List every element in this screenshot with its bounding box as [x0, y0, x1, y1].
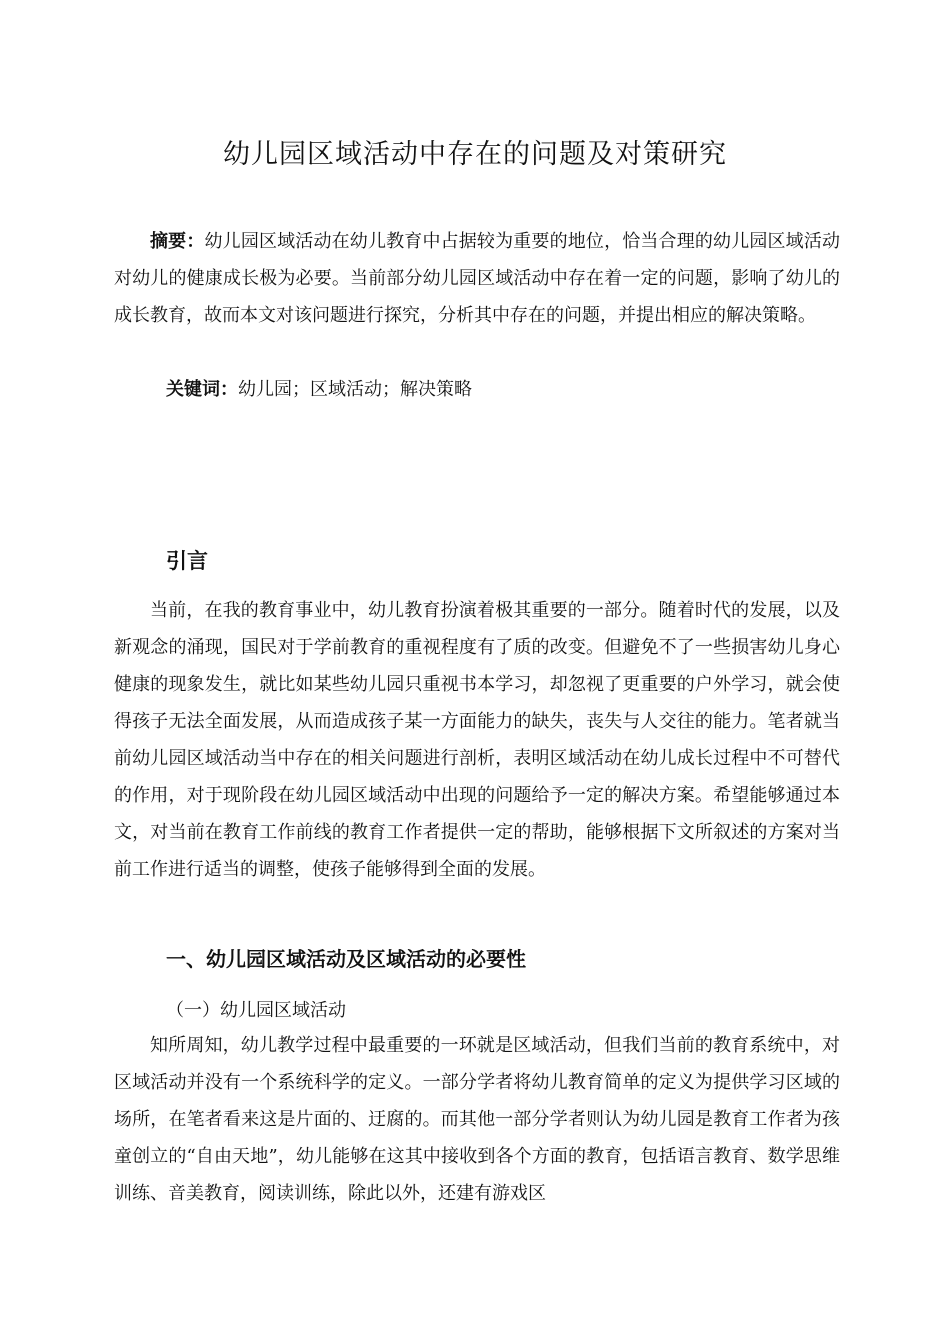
- abstract-text: 幼儿园区域活动在幼儿教育中占据较为重要的地位，恰当合理的幼儿园区域活动对幼儿的健康成长极为必要。当前部分幼儿园区域活动中存在着一定的问题，影响了幼儿的成长教育，故而本文对该问题进行探究，分析其中存在的问题，并提出相应的解决策略。: [114, 231, 841, 326]
- abstract-paragraph: [114, 223, 840, 334]
- keywords-text: 幼儿园；区域活动；解决策略: [238, 379, 472, 400]
- section1-subheading: （一）幼儿园区域活动: [166, 1000, 346, 1021]
- abstract-label: 摘要：: [150, 231, 205, 252]
- keywords-label: 关键词：: [166, 379, 238, 400]
- section1-paragraph: 知所周知，幼儿教学过程中最重要的一环就是区域活动，但我们当前的教育系统中，对区域活动并没有一个系统科学的定义。一部分学者将幼儿教育简单的定义为提供学习区域的场所，在笔者看来这是片面的、迂腐的。而其他一部分学者则认为幼儿园是教育工作者为孩童创立的“自由天地”，幼儿能够在这其中接收到各个方面的教育，包括语言教育、数学思维训练、音美教育，阅读训练，除此以外，还建有游戏区: [114, 1035, 840, 1204]
- intro-paragraph: 当前，在我的教育事业中，幼儿教育扮演着极其重要的一部分。随着时代的发展，以及新观念的涌现，国民对于学前教育的重视程度有了质的改变。但避免不了一些损害幼儿身心健康的现象发生，就比如某些幼儿园只重视书本学习，却忽视了更重要的户外学习，就会使得孩子无法全面发展，从而造成孩子某一方面能力的缺失，丧失与人交往的能力。笔者就当前幼儿园区域活动当中存在的相关问题进行剖析，表明区域活动在幼儿成长过程中不可替代的作用，对于现阶段在幼儿园区域活动中出现的问题给予一定的解决方案。希望能够通过本文，对当前在教育工作前线的教育工作者提供一定的帮助，能够根据下文所叙述的方案对当前工作进行适当的调整，使孩子能够得到全面的发展。: [114, 600, 840, 880]
- intro-heading: 引言: [166, 549, 208, 573]
- section1-heading: 一、幼儿园区域活动及区域活动的必要性: [166, 947, 526, 971]
- document-title: 幼儿园区域活动中存在的问题及对策研究: [223, 139, 727, 170]
- keywords-line: [166, 371, 472, 408]
